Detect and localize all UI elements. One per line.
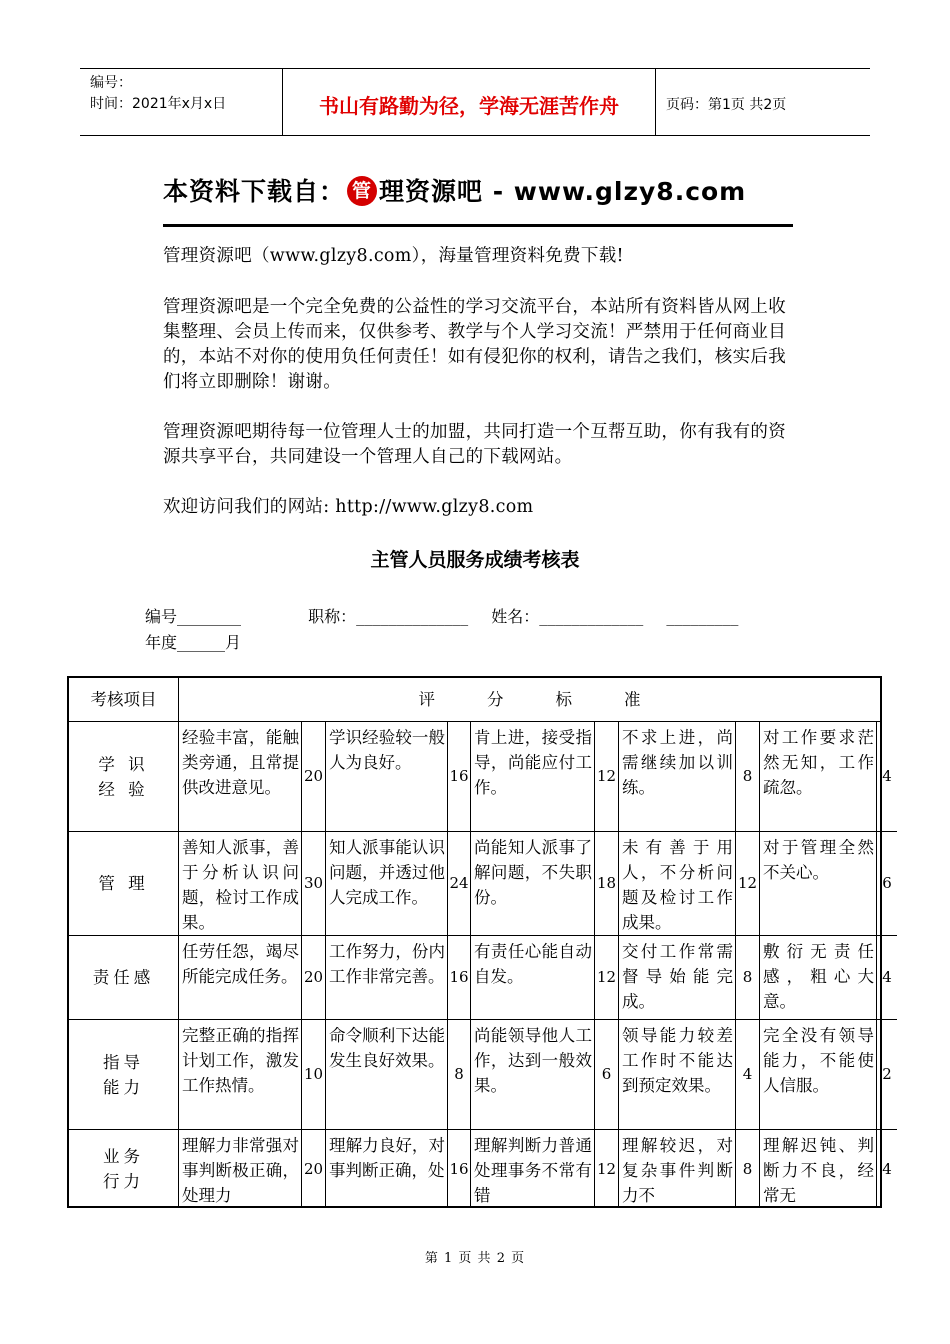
criteria-description: 不求上进，尚需继续加以训练。: [619, 722, 736, 832]
page-header: [80, 68, 870, 136]
criteria-description: 工作努力，份内工作非常完善。: [326, 936, 448, 1020]
score-cell[interactable]: 20: [302, 722, 326, 832]
score-cell[interactable]: 4: [877, 722, 897, 832]
item-cell: 学 识 经 验: [69, 722, 179, 832]
criteria-description: 对工作要求茫然无知，工作疏忽。: [760, 722, 877, 832]
score-cell[interactable]: 4: [877, 936, 897, 1020]
score-cell[interactable]: 12: [595, 936, 619, 1020]
score-cell[interactable]: 18: [595, 832, 619, 936]
table-row: [69, 1130, 892, 1208]
criteria-description: 理解力非常强对事判断极正确，处理力: [179, 1130, 302, 1208]
criteria-char-3: 标: [555, 690, 572, 709]
time-label: 时间：2021年x月x日: [90, 96, 227, 112]
criteria-description: 理解迟钝、判断力不良，经常无: [760, 1130, 877, 1208]
banner-site: 理资源吧 - www.glzy8.com: [379, 177, 747, 206]
score-cell[interactable]: 12: [595, 1130, 619, 1208]
table-header-row: [69, 678, 880, 722]
criteria-description: 理解较迟，对复杂事件判断力不: [619, 1130, 736, 1208]
score-cell[interactable]: 16: [448, 936, 471, 1020]
banner-prefix: 本资料下载自：: [163, 177, 346, 206]
criteria-description: 未有善于用人，不分析问题及检讨工作成果。: [619, 832, 736, 936]
assessment-table: [67, 676, 892, 1208]
score-cell[interactable]: 20: [302, 936, 326, 1020]
criteria-description: 经验丰富，能触类旁通，且常提供改进意见。: [179, 722, 302, 832]
criteria-description: 交付工作常需督导始能完成。: [619, 936, 736, 1020]
criteria-description: 善知人派事，善于分析认识问题，检讨工作成果。: [179, 832, 302, 936]
number-field-label: 编号: [145, 607, 178, 626]
intro-text-3: 管理资源吧期待每一位管理人士的加盟，共同打造一个互帮互助，你有我有的资源共享平台，共同建设一个管理人自己的下载网站。: [163, 422, 786, 467]
number-field-blank[interactable]: ________: [177, 607, 242, 626]
criteria-description: 尚能知人派事了解问题，不失职份。: [471, 832, 595, 936]
year-field-blank[interactable]: ______: [177, 633, 226, 652]
score-cell[interactable]: 4: [882, 1159, 892, 1178]
score-cell[interactable]: 20: [302, 1130, 326, 1208]
intro-paragraph-2: [163, 295, 803, 395]
form-fields: [145, 604, 738, 656]
download-banner: [163, 168, 793, 228]
intro-paragraph-3: [163, 420, 803, 470]
header-item-cell: 考核项目: [69, 678, 179, 722]
criteria-description: 敷衍无责任感，粗心大意。: [760, 936, 877, 1020]
month-field-label: 月: [225, 633, 242, 652]
banner-text: [163, 172, 746, 210]
score-cell[interactable]: 30: [302, 832, 326, 936]
criteria-description: 肯上进，接受指导，尚能应付工作。: [471, 722, 595, 832]
item-cell: 指导 能力: [69, 1020, 179, 1130]
header-motto: 书山有路勤为径，学海无涯苦作舟: [282, 69, 656, 135]
criteria-description: 知人派事能认识问题，并透过他人完成工作。: [326, 832, 448, 936]
score-cell[interactable]: 12: [736, 832, 760, 936]
fields-line-2: [145, 630, 738, 656]
score-cell[interactable]: 24: [448, 832, 471, 936]
year-field-label: 年度: [145, 633, 178, 652]
criteria-description: 学识经验较一般人为良好。: [326, 722, 448, 832]
header-meta: [80, 69, 282, 135]
criteria-description: 尚能领导他人工作，达到一般效果。: [471, 1020, 595, 1130]
number-label: 编号：: [90, 75, 132, 91]
criteria-description: 完全没有领导能力，不能使人信服。: [760, 1020, 877, 1130]
table-row: [69, 722, 892, 832]
intro-text-1: 管理资源吧（www.glzy8.com），海量管理资料免费下载!: [163, 246, 624, 266]
intro-text-2: 管理资源吧是一个完全免费的公益性的学习交流平台，本站所有资料皆从网上收集整理、会员上传而来，仅供参考、教学与个人学习交流！严禁用于任何商业目的，本站不对你的使用负任何责任！如有侵犯你的权利，请告之我们，核实后我们将立即删除！谢谢。: [163, 297, 786, 392]
item-cell: 业务 行力: [69, 1130, 179, 1208]
fields-line-1: [145, 604, 738, 630]
name-field-label: 姓名：: [491, 607, 540, 626]
item-cell: 责任感: [69, 936, 179, 1020]
score-cell[interactable]: 10: [302, 1020, 326, 1130]
score-cell[interactable]: 6: [595, 1020, 619, 1130]
header-page-info: 页码：第1页 共2页: [666, 97, 787, 113]
criteria-char-2: 分: [487, 690, 504, 709]
criteria-description: 领导能力较差工作时不能达到预定效果。: [619, 1020, 736, 1130]
title-field-blank[interactable]: ______________: [356, 607, 469, 626]
score-cell[interactable]: 2: [877, 1020, 897, 1130]
criteria-description: 任劳任怨，竭尽所能完成任务。: [179, 936, 302, 1020]
table-row: [69, 832, 892, 936]
criteria-description: 对于管理全然不关心。: [760, 832, 877, 936]
score-cell[interactable]: 6: [877, 832, 897, 936]
document-title: 主管人员服务成绩考核表: [370, 549, 580, 571]
intro-paragraph-4: [163, 495, 803, 520]
criteria-description: 理解力良好，对事判断正确，处: [326, 1130, 448, 1208]
intro-text-4: 欢迎访问我们的网站: http://www.glzy8.com: [163, 497, 534, 517]
score-cell[interactable]: 8: [736, 722, 760, 832]
criteria-description: 理解判断力普通处理事务不常有错: [471, 1130, 595, 1208]
criteria-description: 完整正确的指挥计划工作，激发工作热情。: [179, 1020, 302, 1130]
banner-divider: [163, 224, 793, 227]
table-row: [69, 1020, 892, 1130]
score-cell[interactable]: 12: [595, 722, 619, 832]
table-row: [69, 936, 892, 1020]
score-cell[interactable]: 8: [448, 1020, 471, 1130]
criteria-description: 命令顺利下达能发生良好效果。: [326, 1020, 448, 1130]
score-cell[interactable]: 8: [736, 1130, 760, 1208]
item-cell: 管 理: [69, 832, 179, 936]
criteria-char-1: 评: [418, 690, 435, 709]
name-field-blank[interactable]: _____________: [539, 607, 644, 626]
extra-field-blank[interactable]: _________: [666, 607, 739, 626]
intro-paragraph-1: [163, 244, 803, 269]
score-cell[interactable]: 16: [448, 1130, 471, 1208]
page-footer: 第 1 页 共 2 页: [424, 1251, 526, 1266]
criteria-char-4: 准: [624, 690, 641, 709]
score-cell[interactable]: 4: [736, 1020, 760, 1130]
score-cell[interactable]: 16: [448, 722, 471, 832]
header-criteria-cell: [179, 678, 880, 722]
criteria-description: 有责任心能自动自发。: [471, 936, 595, 1020]
score-cell[interactable]: 8: [736, 936, 760, 1020]
title-field-label: 职称：: [308, 607, 357, 626]
logo-icon: 管: [347, 176, 377, 206]
